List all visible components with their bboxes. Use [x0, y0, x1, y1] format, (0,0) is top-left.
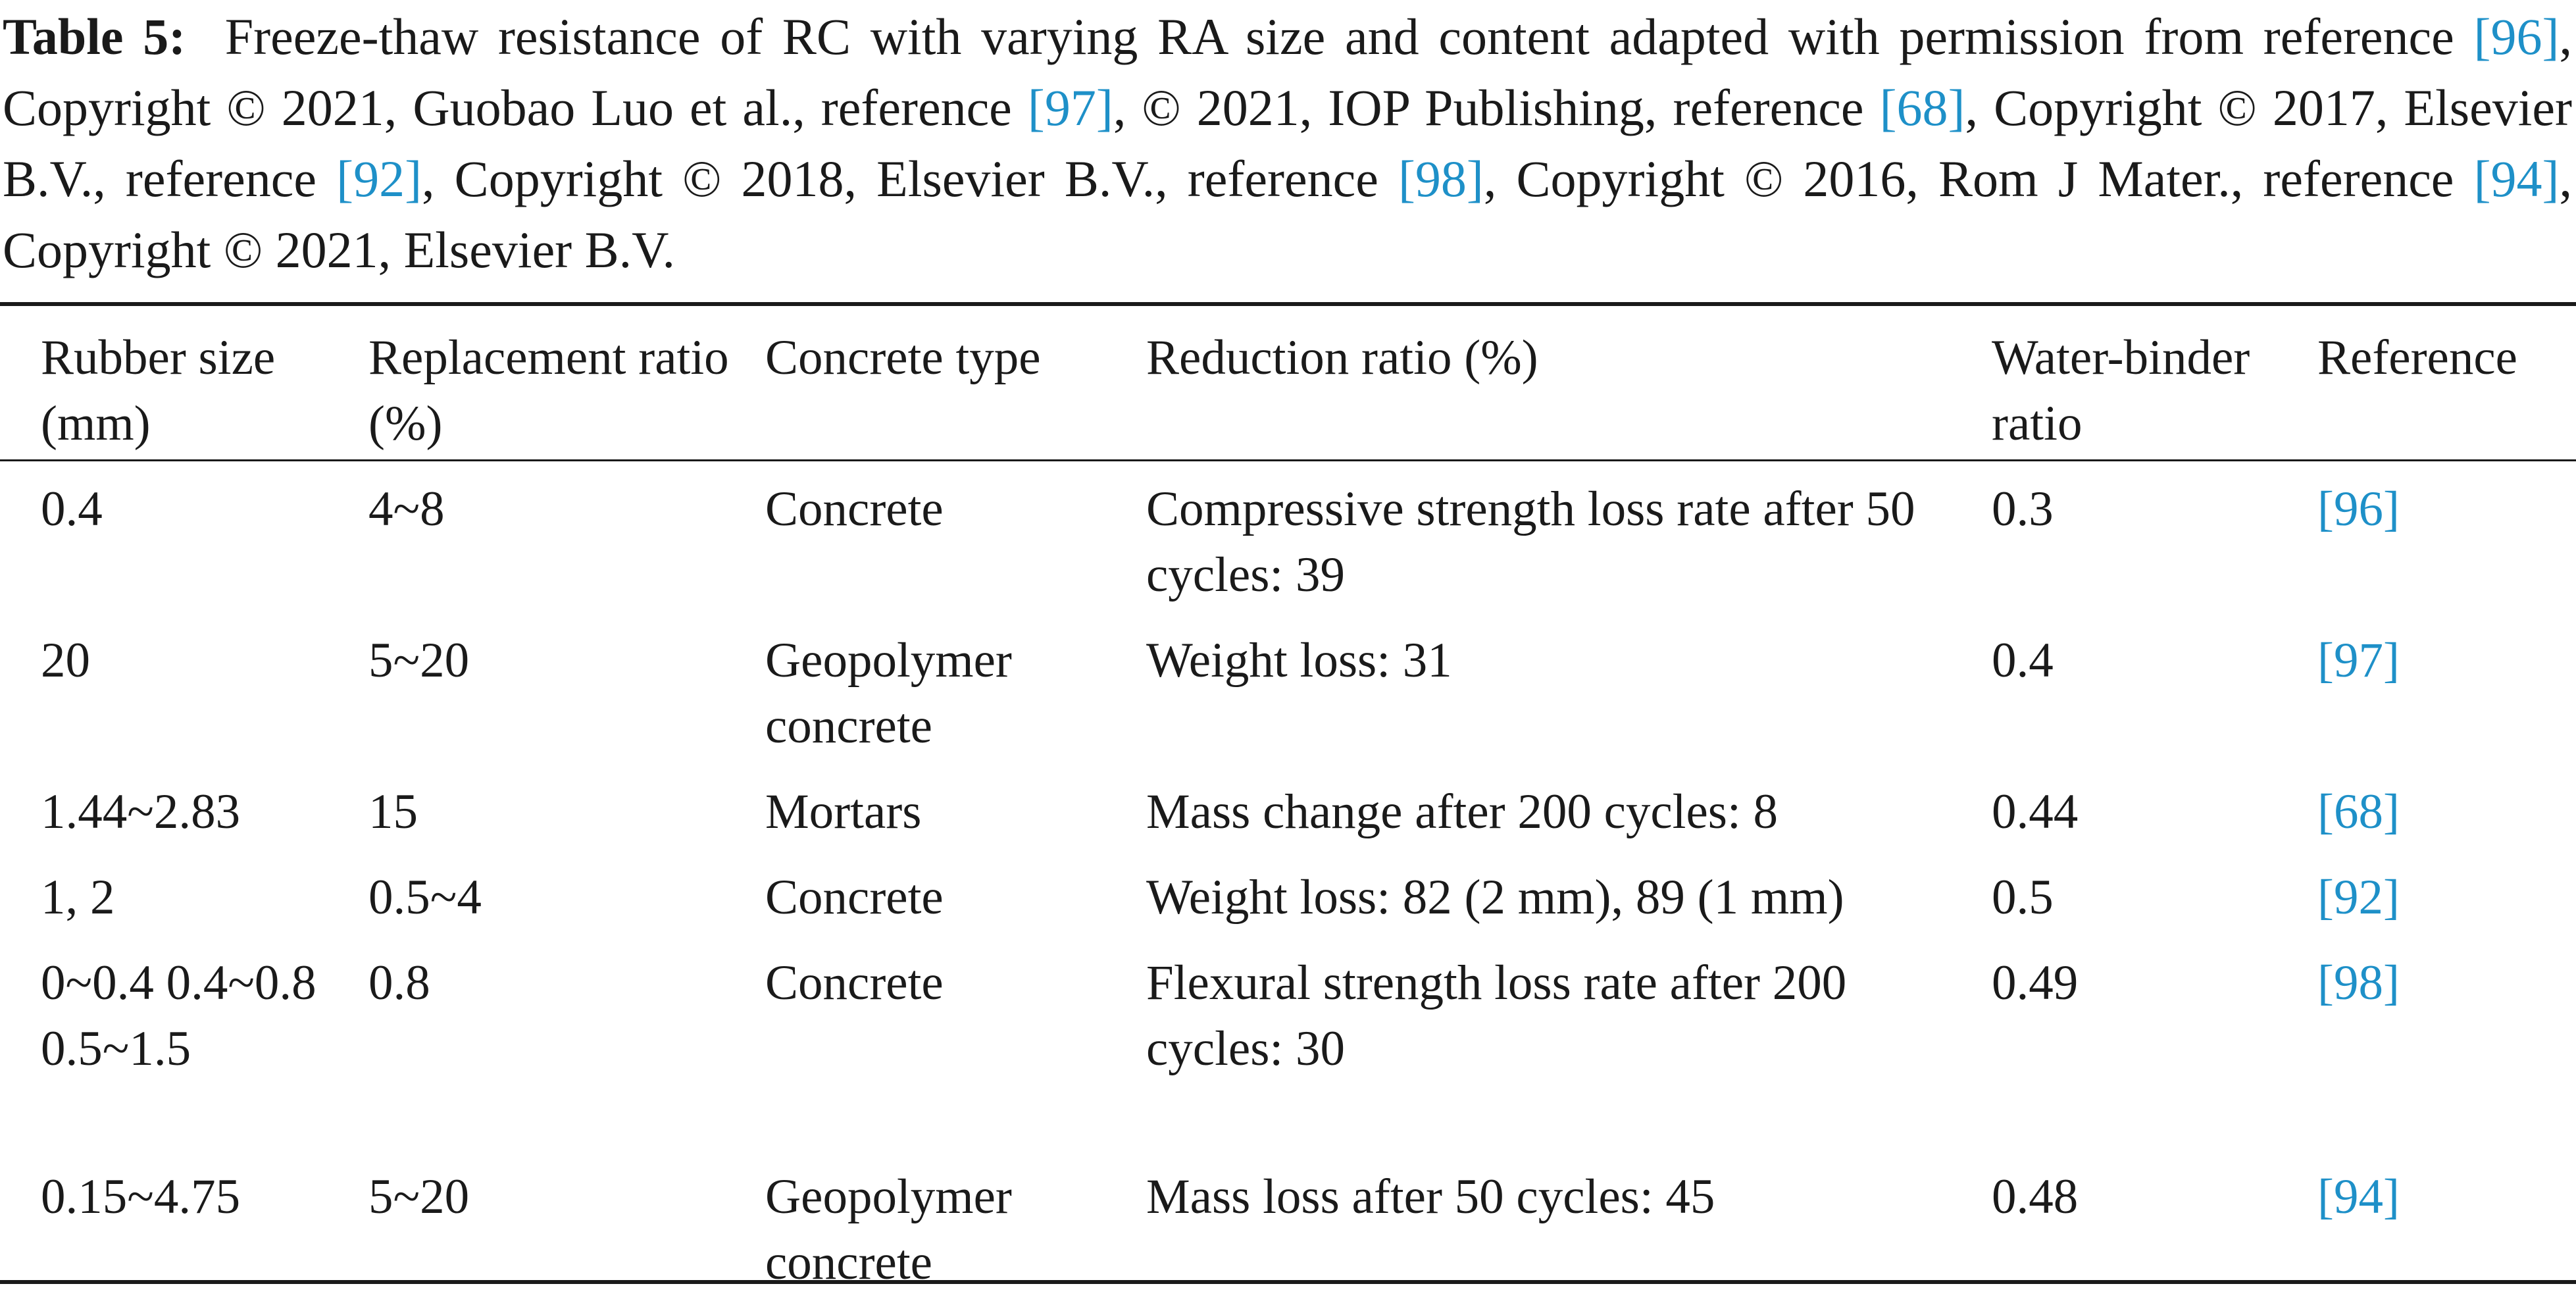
cell-rubber-size: 20: [41, 633, 90, 688]
header-concrete-type: Concrete type: [765, 330, 1041, 385]
caption-text: Freeze-thaw resistance of RC with varying RA size and content adapted with permission from reference: [224, 8, 2474, 65]
cell-water-binder-ratio: 0.4: [1992, 633, 2054, 688]
reference-link[interactable]: [92]: [2317, 870, 2400, 925]
table-row: [0, 845, 2576, 931]
header-water-binder-ratio: Water-binder ratio: [1992, 330, 2250, 451]
header-reference: Reference: [2317, 330, 2517, 385]
reference-link[interactable]: [98]: [2317, 956, 2400, 1010]
caption-text: , Copyright © 2018, Elsevier B.V., reference: [422, 150, 1398, 207]
cell-reduction-ratio: Mass loss after 50 cycles: 45: [1146, 1169, 1715, 1224]
reference-link[interactable]: [97]: [1027, 79, 1113, 136]
reference-link[interactable]: [68]: [2317, 784, 2400, 839]
caption-text: , Copyright © 2021, Elsevier B.V.: [3, 150, 2573, 278]
table-caption: [3, 1, 2572, 286]
cell-reference: [2317, 845, 2576, 931]
cell-concrete-type: Geopolymer concrete: [765, 633, 1012, 754]
cell-replacement-ratio: 15: [368, 784, 418, 839]
header-replacement-ratio: Replacement ratio (%): [368, 330, 729, 451]
cell-water-binder-ratio: 0.44: [1992, 784, 2079, 839]
cell-reference: [2317, 608, 2576, 759]
cell-reference: [2317, 1144, 2576, 1309]
cell-water-binder-ratio: 0.49: [1992, 956, 2079, 1010]
header-reduction-ratio: Reduction ratio (%): [1146, 330, 1538, 385]
cell-replacement-ratio: 5~20: [368, 633, 470, 688]
caption-text: , Copyright © 2016, Rom J Mater., reference: [1483, 150, 2474, 207]
header-rubber-size: Rubber size (mm): [41, 330, 276, 451]
cell-concrete-type: Mortars: [765, 784, 922, 839]
cell-water-binder-ratio: 0.5: [1992, 870, 2054, 925]
cell-rubber-size: 1, 2: [41, 870, 115, 925]
cell-reduction-ratio: Flexural strength loss rate after 200 cycles: 30: [1146, 956, 1847, 1076]
reference-link[interactable]: [94]: [2317, 1169, 2400, 1224]
table-header-row: [0, 307, 2576, 457]
reference-link[interactable]: [92]: [336, 150, 422, 207]
cell-reference: [2317, 457, 2576, 608]
reference-link[interactable]: [68]: [1879, 79, 1965, 136]
caption-text: , © 2021, IOP Publishing, reference: [1113, 79, 1880, 136]
cell-reduction-ratio: Weight loss: 31: [1146, 633, 1452, 688]
cell-reduction-ratio: Weight loss: 82 (2 mm), 89 (1 mm): [1146, 870, 1844, 925]
cell-reference: [2317, 931, 2576, 1144]
table-row: [0, 759, 2576, 845]
table-row: [0, 457, 2576, 608]
cell-reduction-ratio: Compressive strength loss rate after 50 cycles: 39: [1146, 482, 1915, 602]
reference-link[interactable]: [97]: [2317, 633, 2400, 688]
cell-replacement-ratio: 0.5~4: [368, 870, 482, 925]
cell-concrete-type: Concrete: [765, 482, 944, 536]
table-row: [0, 931, 2576, 1144]
cell-rubber-size: 0~0.4 0.4~0.8 0.5~1.5: [41, 956, 316, 1076]
cell-rubber-size: 1.44~2.83: [41, 784, 241, 839]
cell-reduction-ratio: Mass change after 200 cycles: 8: [1146, 784, 1779, 839]
cell-replacement-ratio: 5~20: [368, 1169, 470, 1224]
cell-replacement-ratio: 4~8: [368, 482, 445, 536]
reference-link[interactable]: [98]: [1398, 150, 1484, 207]
cell-rubber-size: 0.15~4.75: [41, 1169, 241, 1224]
reference-link[interactable]: [96]: [2473, 8, 2560, 65]
table-label: Table 5:: [3, 8, 186, 65]
cell-water-binder-ratio: 0.3: [1992, 482, 2054, 536]
table-row: [0, 1144, 2576, 1309]
cell-rubber-size: 0.4: [41, 482, 103, 536]
reference-link[interactable]: [96]: [2317, 482, 2400, 536]
cell-concrete-type: Concrete: [765, 956, 944, 1010]
cell-reference: [2317, 759, 2576, 845]
table-top-rule: [0, 302, 2576, 306]
reference-link[interactable]: [94]: [2473, 150, 2560, 207]
table-row: [0, 608, 2576, 759]
cell-replacement-ratio: 0.8: [368, 956, 430, 1010]
cell-water-binder-ratio: 0.48: [1992, 1169, 2079, 1224]
caption-text: , Copyright © 2017, Elsevier B.V., reference: [3, 79, 2572, 207]
cell-concrete-type: Geopolymer concrete: [765, 1169, 1012, 1290]
caption-text: , Copyright © 2021, Guobao Luo et al., reference: [3, 8, 2572, 136]
data-table: [0, 307, 2576, 1309]
cell-concrete-type: Concrete: [765, 870, 944, 925]
